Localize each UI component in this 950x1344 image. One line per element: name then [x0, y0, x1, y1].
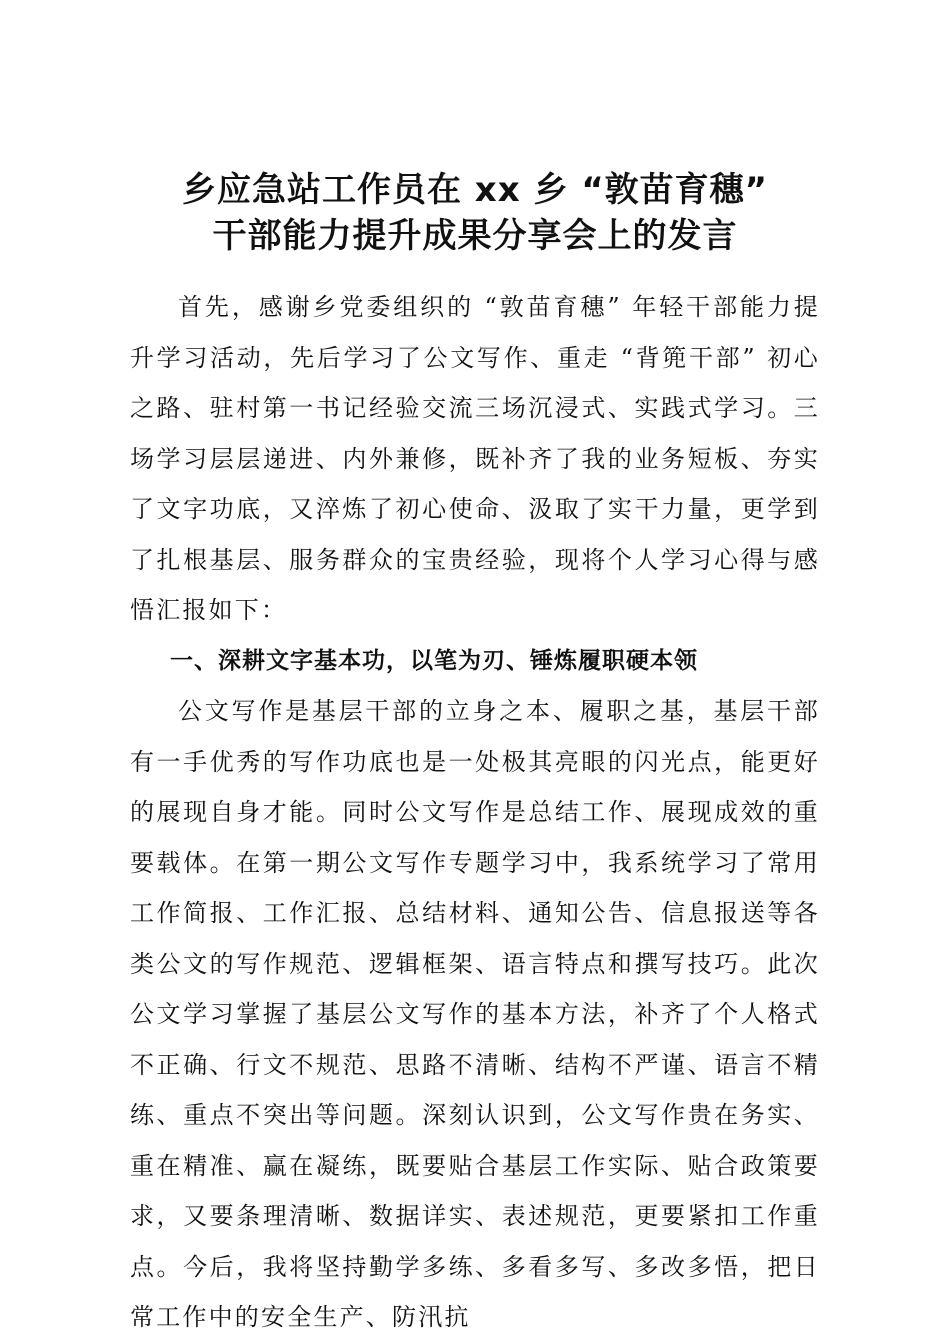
section-paragraph: 公文写作是基层干部的立身之本、履职之基，基层干部有一手优秀的写作功底也是一处极其亮眼的闪光点，能更好的展现自身才能。同时公文写作是总结工作、展现成效的重要载体。在第一期公文写作专题学习中，我系统学习了常用工作简报、工作汇报、总结材料、通知公告、信息报送等各类公文的写作规范、逻辑框架、语言特点和撰写技巧。此次公文学习掌握了基层公文写作的基本方法，补齐了个人格式不正确、行文不规范、思路不清晰、结构不严谨、语言不精练、重点不突出等问题。深刻认识到，公文写作贵在务实、重在精准、赢在凝练，既要贴合基层工作实际、贴合政策要求，又要条理清晰、数据详实、表述规范，更要紧扣工作重点。今后，我将坚持勤学多练、多看多写、多改多悟，把日常工作中的安全生产、防汛抗	[130, 697, 820, 1331]
document-title-line-1: 乡应急站工作员在 xx 乡 “敦苗育穗”	[181, 170, 769, 210]
document-body	[130, 282, 820, 1343]
intro-paragraph: 首先，感谢乡党委组织的 “敦苗育穗” 年轻干部能力提升学习活动，先后学习了公文写作、重走 “背篼干部” 初心之路、驻村第一书记经验交流三场沉浸式、实践式学习。三场学习层层递进、内外兼修，既补齐了我的业务短板、夯实了文字功底，又淬炼了初心使命、汲取了实干力量，更学到了扎根基层、服务群众的宝贵经验，现将个人学习心得与感悟汇报如下：	[130, 293, 820, 624]
section-heading: 一、深耕文字基本功，以笔为刃、锤炼履职硬本领	[170, 647, 698, 674]
document-title-line-2: 干部能力提升成果分享会上的发言	[212, 216, 738, 256]
